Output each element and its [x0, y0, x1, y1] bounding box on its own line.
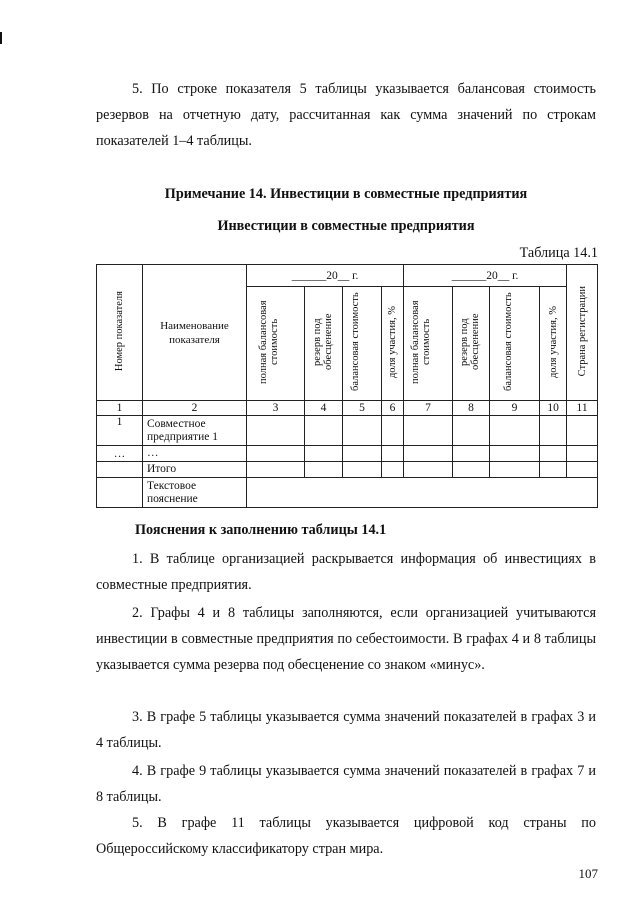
header-balance-value-1: балансовая стоимость	[343, 287, 382, 401]
table-row	[97, 446, 598, 462]
row-number: 1	[97, 416, 143, 446]
header-reserve-1: резерв под обесценение	[305, 287, 343, 401]
intro-paragraph: 5. По строке показателя 5 таблицы указывается балансовая стоимость резервов на отчетную дату, рассчитанная как сумма значений по строкам показателей 1–4 таблицы.	[96, 81, 596, 149]
header-full-value-2: полная балансовая стоимость	[404, 287, 453, 401]
col-number: 5	[343, 401, 382, 416]
column-numbers-row	[97, 401, 598, 416]
investments-table	[96, 264, 598, 508]
header-full-value-1: полная балансовая стоимость	[247, 287, 305, 401]
row-name: Совместное предприятие 1	[143, 416, 247, 446]
header-balance-value-2: балансовая стоимость	[490, 287, 540, 401]
row-name: Текстовое пояснение	[143, 478, 247, 508]
explanation-2: 2. Графы 4 и 8 таблицы заполняются, если организацией учитываются инвестиции в совместные предприятия по себестоимости. В графах 4 и 8 таблицы указывается сумма резерва под обесценение со знаком «минус».	[96, 605, 596, 673]
col-number: 9	[490, 401, 540, 416]
page-number: 107	[578, 866, 598, 881]
col-number: 4	[305, 401, 343, 416]
col-number: 6	[382, 401, 404, 416]
table-title: Инвестиции в совместные предприятия	[217, 218, 475, 234]
header-share-2: доля участия, %	[540, 287, 567, 401]
header-reserve-2: резерв под обесценение	[453, 287, 490, 401]
col-number: 2	[143, 401, 247, 416]
header-year-1: ______20__ г.	[247, 265, 404, 287]
header-share-1: доля участия, %	[382, 287, 404, 401]
col-number: 10	[540, 401, 567, 416]
col-number: 3	[247, 401, 305, 416]
header-country: Страна регистрации	[567, 265, 598, 401]
table-row	[97, 478, 598, 508]
explanation-5: 5. В графе 11 таблицы указывается цифровой код страны по Общероссийскому классификатору стран мира.	[96, 815, 596, 857]
explanation-4: 4. В графе 9 таблицы указывается сумма значений показателей в графах 7 и 8 таблицы.	[96, 763, 596, 805]
row-name: …	[143, 446, 247, 462]
col-number: 7	[404, 401, 453, 416]
header-year-2: ______20__ г.	[404, 265, 567, 287]
row-name: Итого	[143, 462, 247, 478]
header-indicator-no: Номер показателя	[97, 265, 143, 401]
row-number	[97, 462, 143, 478]
col-number: 11	[567, 401, 598, 416]
col-number: 8	[453, 401, 490, 416]
explanation-1: 1. В таблице организацией раскрывается информация об инвестициях в совместные предприятия.	[96, 551, 596, 593]
margin-mark	[0, 32, 2, 44]
col-number: 1	[97, 401, 143, 416]
row-number: …	[97, 446, 143, 462]
table-row	[97, 416, 598, 446]
table-label: Таблица 14.1	[519, 245, 598, 261]
table-row	[97, 462, 598, 478]
explanations-title: Пояснения к заполнению таблицы 14.1	[135, 522, 387, 538]
note-title: Примечание 14. Инвестиции в совместные предприятия	[164, 186, 528, 202]
row-number	[97, 478, 143, 508]
header-name: Наименование показателя	[143, 265, 247, 401]
explanation-3: 3. В графе 5 таблицы указывается сумма значений показателей в графах 3 и 4 таблицы.	[96, 709, 596, 751]
